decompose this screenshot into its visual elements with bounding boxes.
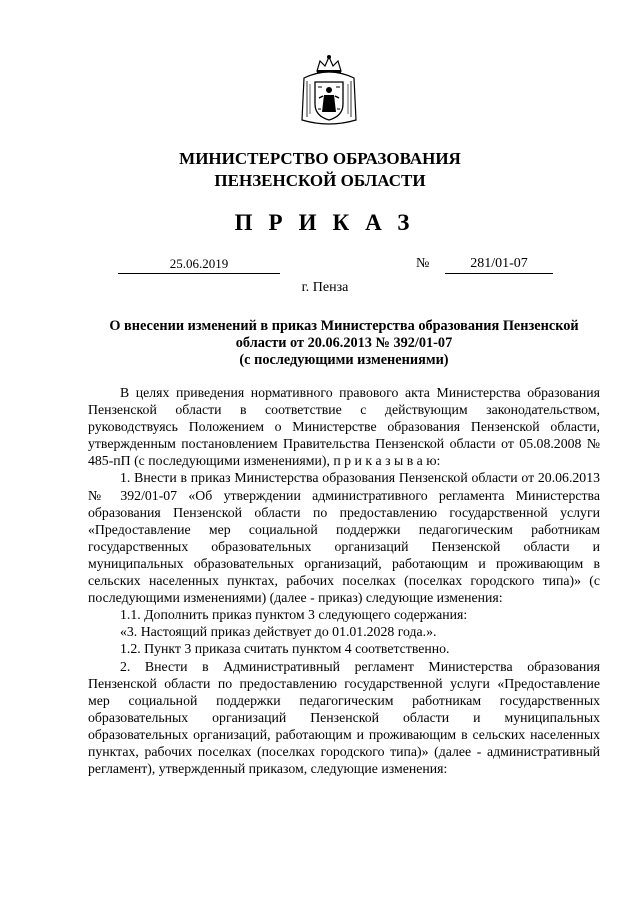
paragraph-preamble: В целях приведения нормативного правового акта Министерства образования Пензенской области в соответствие с действующим законодательством, руководствуясь Положением о Министерстве образования Пензенской области, утвержденным постановлением Правительства Пензенской области от 05.08.2008 № 485-пП (с последующими изменениями), п р и к а з ы в а ю: <box>88 385 600 469</box>
ministry-name <box>0 148 640 192</box>
subject-line-1: О внесении изменений в приказ Министерства образования Пензенской <box>109 318 579 334</box>
ministry-line-2: ПЕНЗЕНСКОЙ ОБЛАСТИ <box>214 171 426 190</box>
city: г. Пенза <box>301 280 349 295</box>
number-underline <box>445 273 553 274</box>
ministry-line-1: МИНИСТЕРСТВО ОБРАЗОВАНИЯ <box>179 149 461 168</box>
order-number: 281/01-07 <box>470 256 528 271</box>
paragraph-item-1-2: 1.2. Пункт 3 приказа считать пунктом 4 соответственно. <box>120 641 450 657</box>
paragraph-quote: «3. Настоящий приказ действует до 01.01.2028 года.». <box>120 624 437 640</box>
date-underline <box>118 273 280 274</box>
coat-of-arms-icon <box>298 54 360 128</box>
paragraph-item-1: 1. Внести в приказ Министерства образования Пензенской области от 20.06.2013 № 392/01-07 «Об утверждении административного регламента Министерства образования Пензенской области по предоставлению государственной услуги «Предоставление мер социальной поддержки педагогическим работникам государственных образовательных организаций Пензенской области и муниципальных образовательных организаций, работающим и проживающим в сельских населенных пунктах, рабочих поселках (поселках городского типа)» (с последующими изменениями) (далее - приказ) следующие изменения: <box>88 470 600 606</box>
subject-line-3: (с последующими изменениями) <box>239 352 449 368</box>
order-date: 25.06.2019 <box>169 256 229 271</box>
subject-line-2: области от 20.06.2013 № 392/01-07 <box>235 335 453 351</box>
order-body <box>88 384 600 777</box>
paragraph-item-2: 2. Внести в Административный регламент Министерства образования Пензенской области по предоставлению государственной услуги «Предоставление мер социальной поддержки педагогическим работникам государственных образовательных организаций Пензенской области и муниципальных образовательных организаций, работающим и проживающим в сельских населенных пунктах, рабочих поселках (поселках городского типа)» (далее - административный регламент), утвержденный приказом, следующие изменения: <box>88 658 600 777</box>
document-type: ПРИКАЗ <box>234 210 426 235</box>
paragraph-item-1-1: 1.1. Дополнить приказ пунктом 3 следующего содержания: <box>120 607 468 623</box>
number-sign: № <box>416 256 430 271</box>
order-subject <box>88 318 600 369</box>
